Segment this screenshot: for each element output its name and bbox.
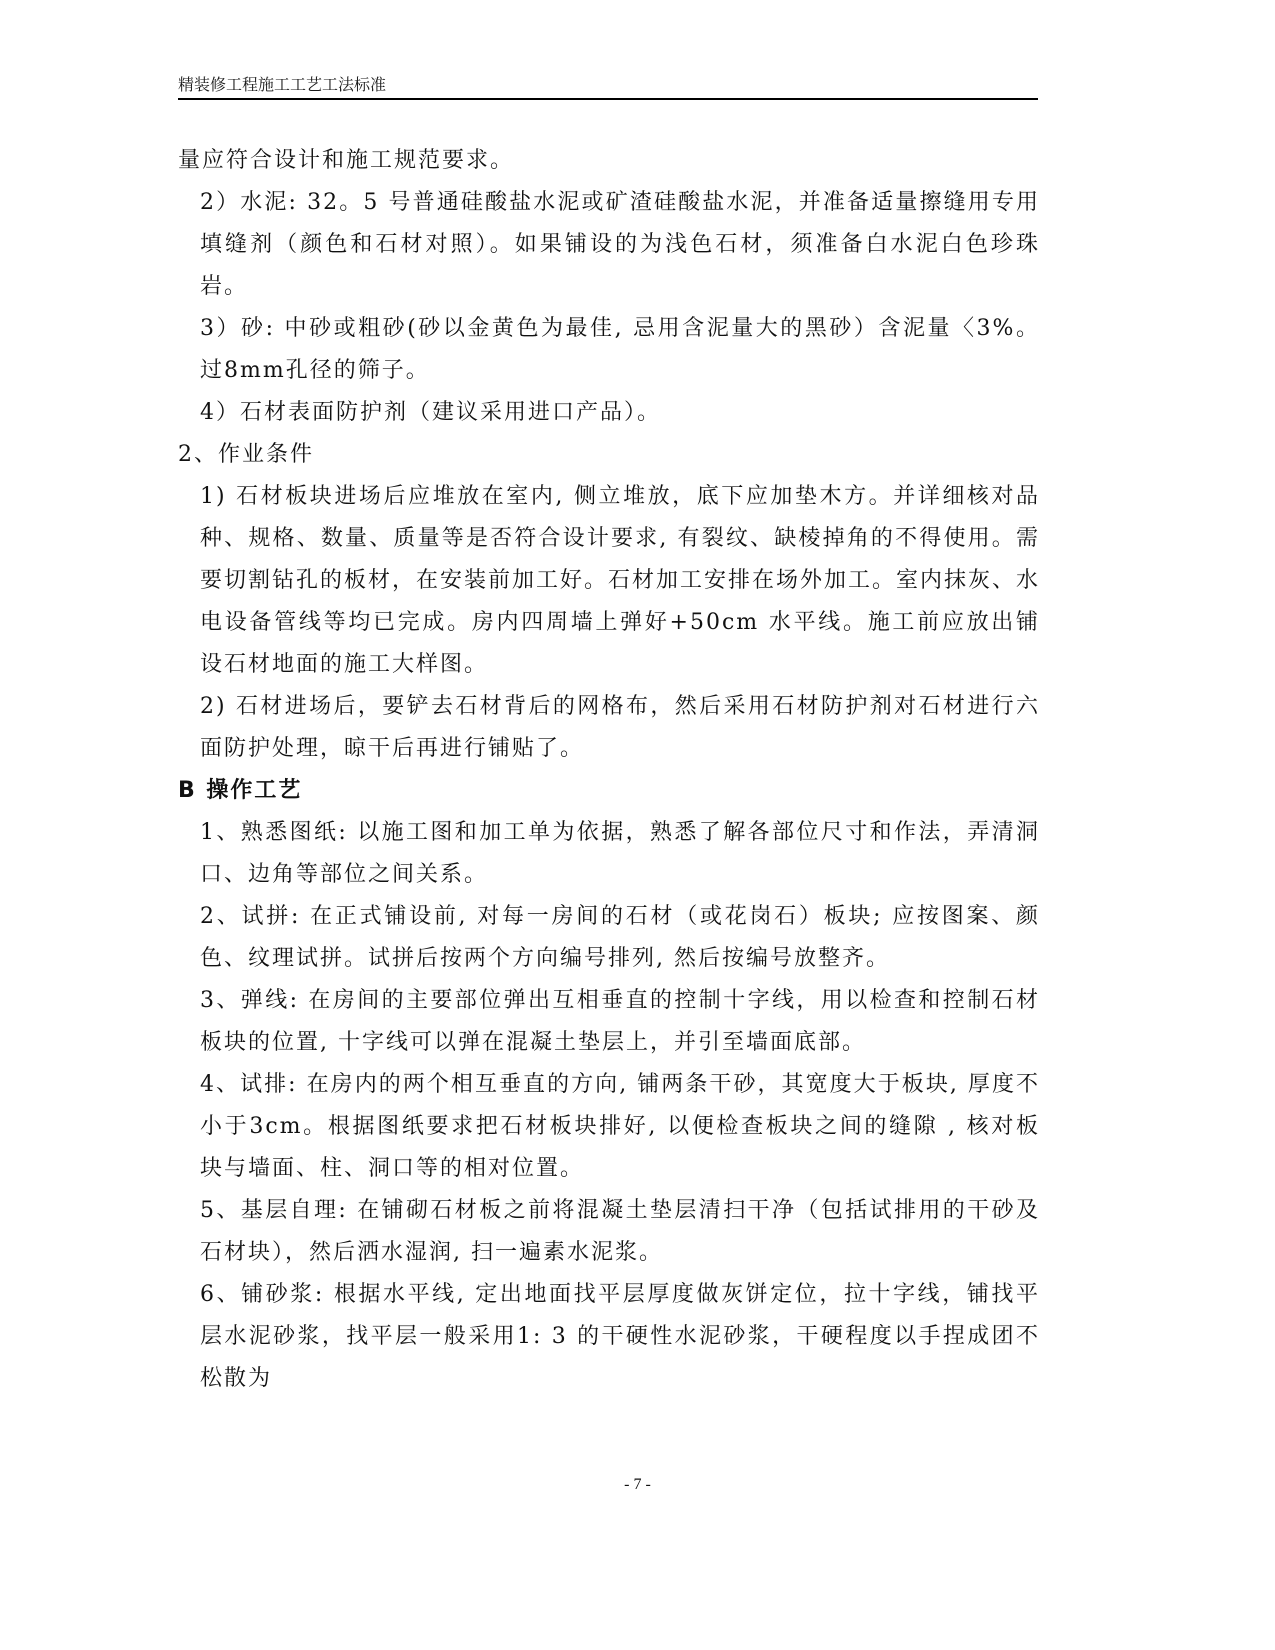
paragraph: 5、基层自理: 在铺砌石材板之前将混凝土垫层清扫干净（包括试排用的干砂及石材块），然后洒水湿润, 扫一遍素水泥浆。 bbox=[200, 1198, 1040, 1265]
header-title: 精装修工程施工工艺工法标准 bbox=[178, 75, 387, 94]
page-number: - 7 - bbox=[624, 1476, 651, 1493]
paragraph: 3、弹线: 在房间的主要部位弹出互相垂直的控制十字线，用以检查和控制石材板块的位置, 十字线可以弹在混凝土垫层上，并引至墙面底部。 bbox=[200, 988, 1040, 1055]
paragraph: 6、铺砂浆: 根据水平线, 定出地面找平层厚度做灰饼定位，拉十字线，铺找平层水泥砂浆，找平层一般采用1: 3 的干硬性水泥砂浆，干硬程度以手捏成团不松散为 bbox=[200, 1282, 1040, 1391]
document-body bbox=[178, 140, 1040, 1400]
paragraph: 2、试拼: 在正式铺设前, 对每一房间的石材（或花岗石）板块; 应按图案、颜色、纹理试拼。试拼后按两个方向编号排列, 然后按编号放整齐。 bbox=[200, 904, 1040, 971]
page-header bbox=[178, 70, 1038, 100]
section-heading: 2、作业条件 bbox=[178, 442, 314, 467]
paragraph: 3）砂: 中砂或粗砂(砂以金黄色为最佳, 忌用含泥量大的黑砂）含泥量〈3%。过8mm孔径的筛子。 bbox=[200, 316, 1040, 383]
paragraph: 2）水泥: 32。5 号普通硅酸盐水泥或矿渣硅酸盐水泥，并准备适量擦缝用专用填缝剂（颜色和石材对照）。如果铺设的为浅色石材，须准备白水泥白色珍珠岩。 bbox=[200, 190, 1040, 299]
paragraph: 量应符合设计和施工规范要求。 bbox=[178, 148, 515, 173]
paragraph: 1) 石材板块进场后应堆放在室内, 侧立堆放，底下应加垫木方。并详细核对品种、规格、数量、质量等是否符合设计要求, 有裂纹、缺棱掉角的不得使用。需要切割钻孔的板材，在安装前加工好。石材加工安排在场外加工。室内抹灰、水电设备管线等均已完成。房内四周墙上弹好+50cm 水平线。施工前应放出铺设石材地面的施工大样图。 bbox=[200, 484, 1041, 677]
paragraph: 1、熟悉图纸: 以施工图和加工单为依据，熟悉了解各部位尺寸和作法，弄清洞口、边角等部位之间关系。 bbox=[200, 820, 1040, 887]
paragraph: 2) 石材进场后，要铲去石材背后的网格布，然后采用石材防护剂对石材进行六面防护处理，晾干后再进行铺贴了。 bbox=[200, 694, 1040, 761]
section-heading-bold: B 操作工艺 bbox=[178, 778, 303, 803]
paragraph: 4）石材表面防护剂（建议采用进口产品）。 bbox=[200, 400, 661, 425]
paragraph: 4、试排: 在房内的两个相互垂直的方向, 铺两条干砂，其宽度大于板块, 厚度不小于3cm。根据图纸要求把石材板块排好, 以便检查板块之间的缝隙 , 核对板块与墙面、柱、洞口等的相对位置。 bbox=[200, 1072, 1040, 1181]
